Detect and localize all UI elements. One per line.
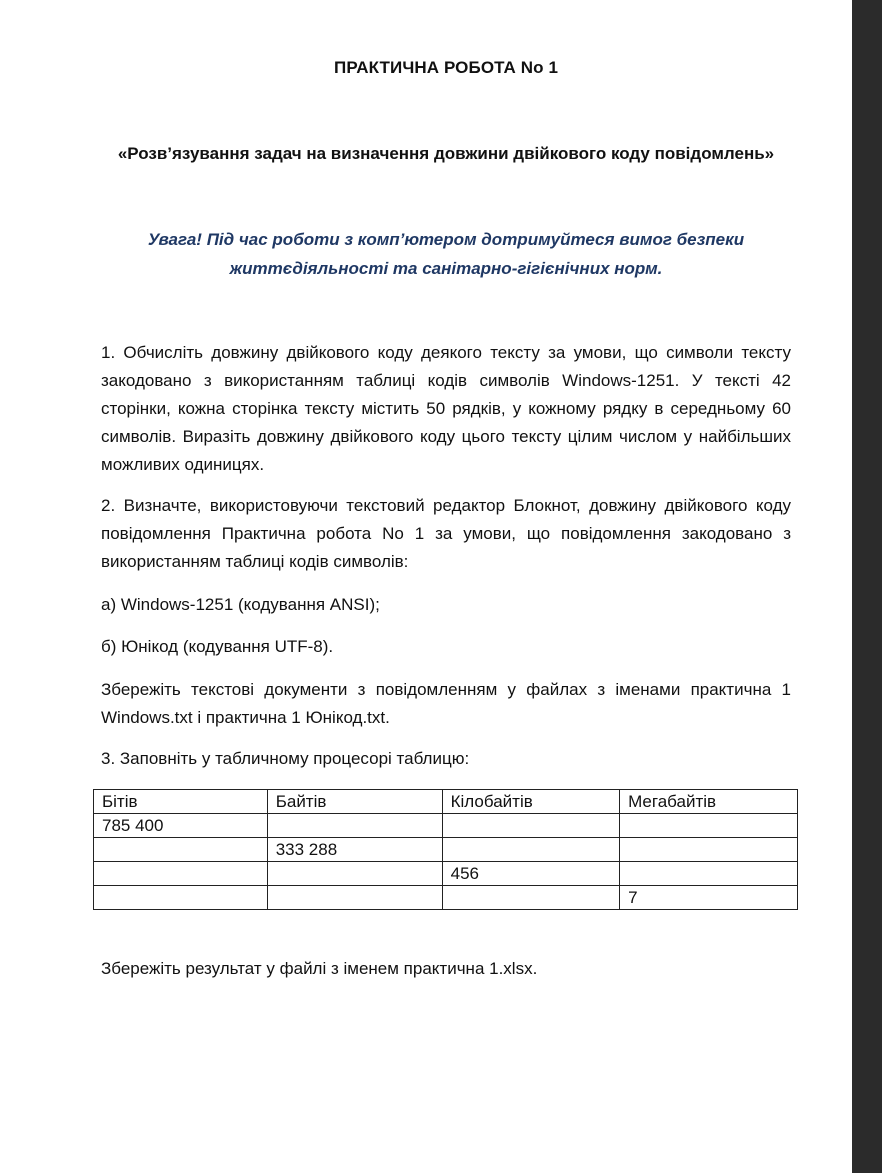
table-cell <box>267 862 442 886</box>
table-cell <box>94 886 268 910</box>
table-header-cell: Мегабайтів <box>620 790 798 814</box>
page-subtitle: «Розв’язування задач на визначення довжини двійкового коду повідомлень» <box>117 144 775 163</box>
task-2-option-b: б) Юнікод (кодування UTF-8). <box>101 637 334 656</box>
table-row <box>94 838 798 862</box>
table-cell <box>94 838 268 862</box>
table-cell <box>620 838 798 862</box>
table-header-cell: Байтів <box>267 790 442 814</box>
table-cell <box>94 862 268 886</box>
safety-warning <box>120 225 772 283</box>
warning-line-2: життєдіяльності та санітарно-гігієнічних норм. <box>229 259 663 278</box>
table-header-cell: Бітів <box>94 790 268 814</box>
table-cell: 333 288 <box>267 838 442 862</box>
table-header-row <box>94 790 798 814</box>
table-cell <box>267 886 442 910</box>
dark-edge-strip <box>852 0 882 1173</box>
table-cell <box>442 886 619 910</box>
table-row <box>94 862 798 886</box>
table-cell <box>442 838 619 862</box>
table-cell: 456 <box>442 862 619 886</box>
save-files-instruction: Збережіть текстові документи з повідомленням у файлах з іменами практична 1 Windows.txt і практична 1 Юнікод.txt. <box>101 680 791 727</box>
table-cell <box>620 814 798 838</box>
page-title: ПРАКТИЧНА РОБОТА No 1 <box>334 58 558 77</box>
table-row <box>94 814 798 838</box>
table-cell <box>267 814 442 838</box>
table-cell: 785 400 <box>94 814 268 838</box>
task-2-text: 2. Визначте, використовуючи текстовий редактор Блокнот, довжину двійкового коду повідомлення Практична робота No 1 за умови, що повідомлення закодовано з використанням таблиці кодів символів: <box>101 496 791 571</box>
units-table <box>93 789 798 910</box>
table-row <box>94 886 798 910</box>
task-2-option-a: а) Windows-1251 (кодування ANSI); <box>101 595 380 614</box>
task-3-text: 3. Заповніть у табличному процесорі таблицю: <box>101 749 470 768</box>
table-cell: 7 <box>620 886 798 910</box>
table-cell <box>620 862 798 886</box>
warning-line-1: Увага! Під час роботи з комп’ютером дотримуйтеся вимог безпеки <box>147 230 745 249</box>
task-1-text: 1. Обчисліть довжину двійкового коду деякого тексту за умови, що символи тексту закодовано з використанням таблиці кодів символів Windows-1251. У тексті 42 сторінки, кожна сторінка тексту містить 50 рядків, у кожному рядку в середньому 60 символів. Виразіть довжину двійкового коду цього тексту цілим числом у найбільших можливих одиницях. <box>101 343 791 474</box>
table-cell <box>442 814 619 838</box>
save-result-instruction: Збережіть результат у файлі з іменем практична 1.xlsx. <box>101 959 538 978</box>
table-header-cell: Кілобайтів <box>442 790 619 814</box>
